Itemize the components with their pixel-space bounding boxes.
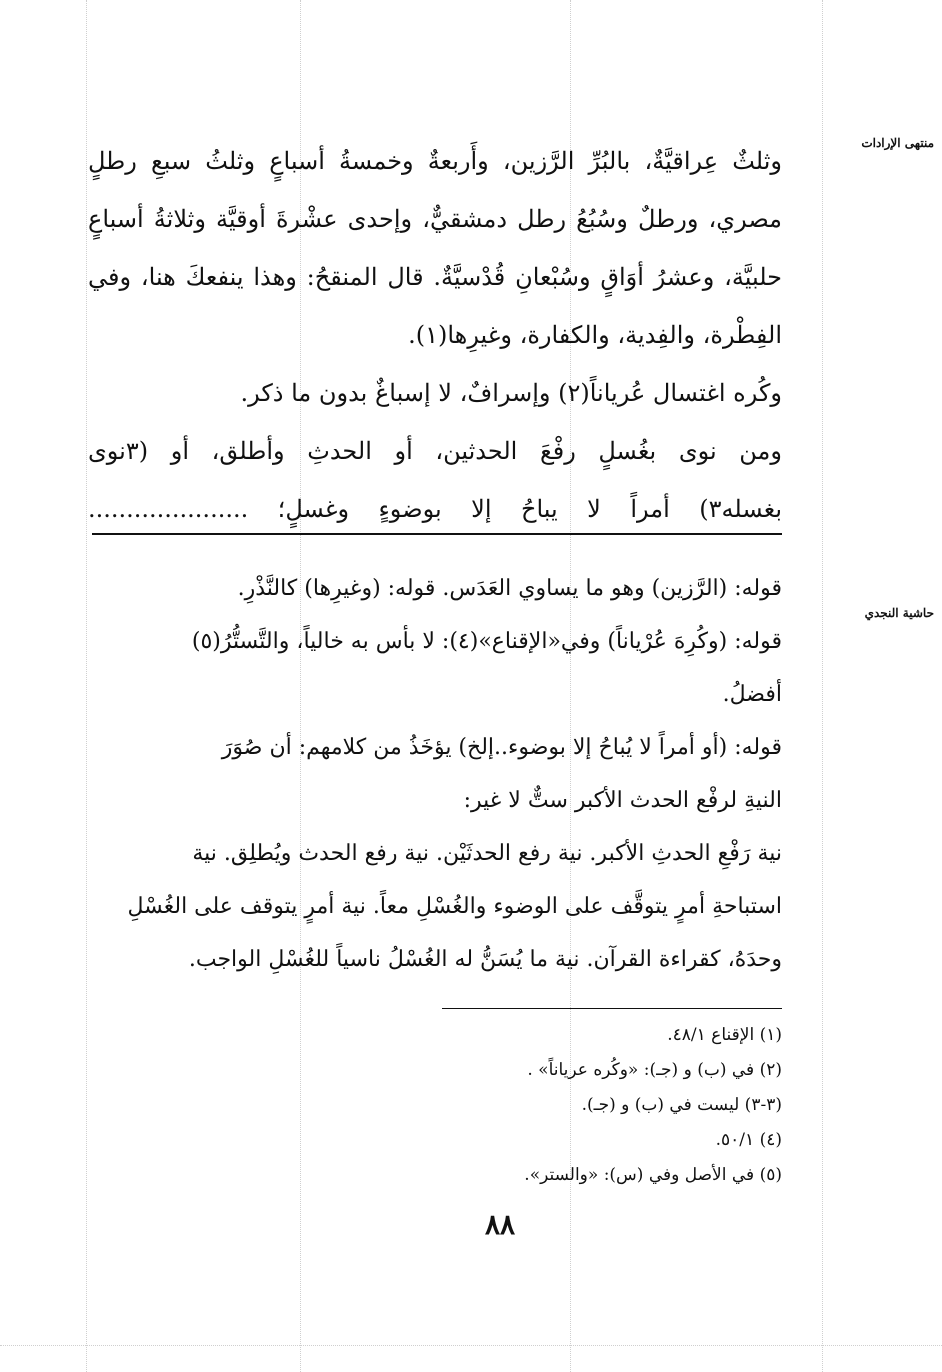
commentary-line: استباحةِ أمرٍ يتوقَّف على الوضوء والغُسْلِ معاً. نية أمرٍ يتوقف على الغُسْلِ [127,894,782,919]
main-text-block [88,132,782,538]
footnote: (١) الإقناع ٤٨/١. [667,1025,782,1045]
main-text-line: ومن نوى بغُسلٍ رفْعَ الحدثين، أو الحدثِ وأطلق، أو (٣نوى [88,437,782,465]
main-text-line: وثلثٌ عِراقيَّةٌ، بالبُرِّ الرَّزين، وأَربعةٌ وخمسةُ أسباعٍ وثلثُ سبعِ رطلٍ [88,147,782,175]
main-text-line: بغسله٣) أمراً لا يباحُ إلا بوضوءٍ وغسلٍ؛ ..................... [88,495,782,523]
commentary-line: النيةِ لرفْع الحدث الأكبر ستٌّ لا غير: [463,788,782,813]
footnotes-block [300,1018,782,1193]
side-label-main: منتهى الإرادات [861,136,934,150]
side-label-commentary: حاشية النجدي [864,606,934,620]
footnote-divider [442,1008,782,1009]
main-text-line: الفِطْرة، والفِدية، والكفارة، وغيرِها(١). [408,321,782,349]
scan-guide-line [86,0,87,1372]
commentary-line: قوله: (وكُرِهَ عُرْياناً) وفي«الإقناع»(٤): لا بأس به خالياً، والتَّستُّرُ(٥) [191,629,782,654]
section-divider [92,533,782,535]
commentary-line: قوله: (أو أمراً لا يُباحُ إلا بوضوء..إلخ) يؤخَذُ من كلامهم: أن صُوَرَ [221,735,782,760]
commentary-block [88,562,782,986]
main-text-line: مصري، ورطلٌ وسُبُعُ رطل دمشقيٌّ، وإحدى عشْرةَ أوقيَّة وثلاثةُ أسباعٍ [88,205,782,233]
main-text-line: حلبيَّة، وعشرُ أوَاقٍ وسُبْعانِ قُدْسيَّةٌ. قال المنقحُ: وهذا ينفعكَ هنا، وفي [88,263,782,291]
commentary-line: نية رَفْعِ الحدثِ الأكبر. نية رفع الحدثَيْن. نية رفع الحدث ويُطلِق. نية [192,841,782,866]
main-text-line: وكُره اغتسال عُرياناً(٢) وإسرافٌ، لا إسباغٌ بدون ما ذكر. [240,379,782,407]
footnote: (٥) في الأصل وفي (س): «والستر». [524,1165,782,1185]
commentary-line: قوله: (الرَّزين) وهو ما يساوي العَدَس. قوله: (وغيرِها) كالنَّذْرِ. [237,576,782,601]
footnote: (٤) ٥٠/١. [715,1130,782,1150]
commentary-line: وحدَهُ، كقراءة القرآن. نية ما يُسَنُّ له الغُسْلُ ناسياً للغُسْلِ الواجب. [188,947,782,972]
scan-guide-row [0,1345,942,1346]
footnote: (٢) في (ب) و (جـ): «وكُره عرياناً» . [527,1060,782,1080]
footnote: (٣-٣) ليست في (ب) و (جـ). [581,1095,782,1115]
scan-guide-line [822,0,823,1372]
commentary-line: أفضلُ. [722,682,782,707]
page-number: ٨٨ [484,1208,516,1241]
